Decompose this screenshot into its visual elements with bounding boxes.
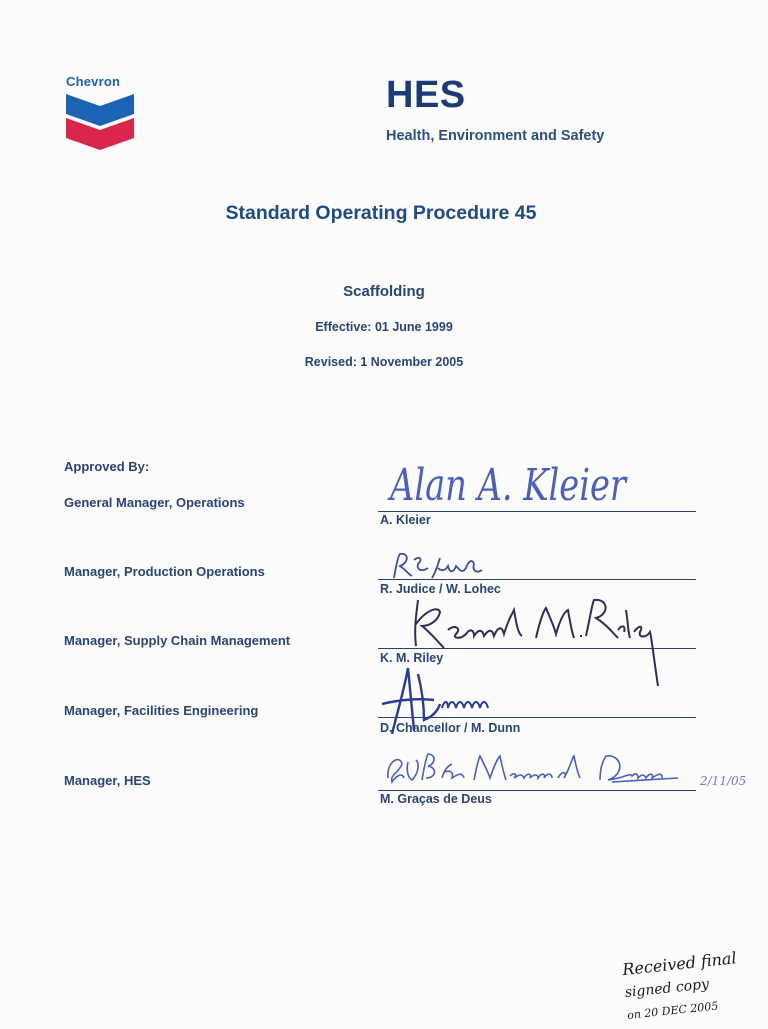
svg-text:Received final: Received final <box>621 948 738 980</box>
svg-text:signed copy: signed copy <box>624 976 710 1002</box>
document-subject: Scaffolding <box>343 283 425 300</box>
chevron-emblem-icon <box>64 92 136 152</box>
signatory-name: K. M. Riley <box>380 651 444 665</box>
revised-date: Revised: 1 November 2005 <box>304 355 464 369</box>
approval-role: Manager, Supply Chain Management <box>64 633 291 648</box>
approval-role: General Manager, Operations <box>64 495 245 510</box>
approval-role: Manager, Production Operations <box>64 564 265 579</box>
signature-date <box>698 768 758 792</box>
approved-by-heading: Approved By: <box>64 459 150 474</box>
chevron-logo <box>62 74 140 154</box>
handwritten-received-note <box>616 938 768 1024</box>
signatory-name: D. Chancellor / M. Dunn <box>380 721 521 735</box>
signatory-name: R. Judice / W. Lohec <box>380 582 501 596</box>
department-abbreviation: HES <box>386 74 466 116</box>
signature-chancellor-dunn <box>378 660 508 740</box>
approval-role: Manager, Facilities Engineering <box>64 703 259 718</box>
department-full-name: Health, Environment and Safety <box>386 128 605 144</box>
signature-gracas-de-deus <box>382 748 698 796</box>
logo-wordmark: Chevron <box>66 74 121 89</box>
approval-role: Manager, HES <box>64 773 151 788</box>
svg-text:2/11/05: 2/11/05 <box>700 774 747 788</box>
svg-text:on 20 DEC 2005: on 20 DEC 2005 <box>626 999 719 1022</box>
signatory-name: A. Kleier <box>380 513 431 527</box>
svg-text:Alan A. Kleier: Alan A. Kleier <box>386 460 629 511</box>
signature-judice <box>388 548 498 588</box>
document-title: Standard Operating Procedure 45 <box>225 202 537 224</box>
signature-kleier <box>388 450 638 512</box>
effective-date: Effective: 01 June 1999 <box>315 320 453 334</box>
signatory-name: M. Graças de Deus <box>380 792 492 806</box>
